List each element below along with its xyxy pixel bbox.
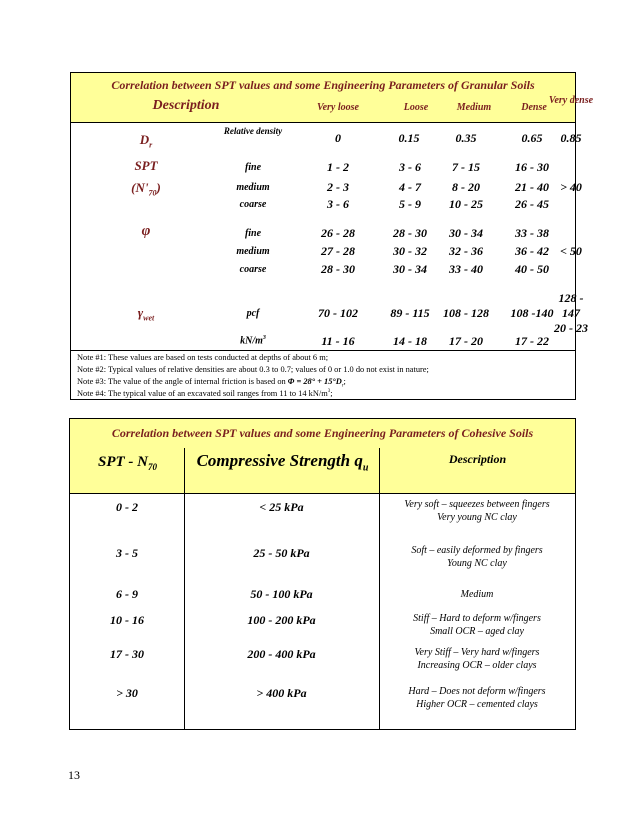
note-3: Note #3: The value of the angle of internal friction is based on $\Phi = 28^\circ + 15^\circ D_r$; xyxy=(77,377,346,389)
phi-value: 26 - 28 xyxy=(321,226,355,240)
header-medium: Medium xyxy=(456,102,492,113)
header-dense: Dense xyxy=(521,102,547,113)
spt-value: 8 - 20 xyxy=(452,180,480,194)
consistency-description: Soft – easily deformed by fingers Young NC clay xyxy=(411,545,543,569)
consistency-description: Very soft – squeezes between fingers Very young NC clay xyxy=(404,499,550,523)
phi-value: 27 - 28 xyxy=(321,244,355,258)
phi-value: 30 - 32 xyxy=(393,244,427,258)
spt-label: SPT xyxy=(134,158,158,173)
header-description: Description xyxy=(152,98,220,113)
header-very-dense: Very dense xyxy=(548,95,594,106)
grain-size: coarse xyxy=(239,264,267,275)
spt-label-n70: $(N'_{70})$ xyxy=(131,180,161,198)
spt-value: 2 - 3 xyxy=(327,180,349,194)
phi-value: 40 - 50 xyxy=(515,262,549,276)
spt-value: 3 - 5 xyxy=(116,546,138,560)
phi-symbol: φ xyxy=(141,223,151,239)
spt-very-dense: > 40 xyxy=(560,180,582,194)
gamma-very-dense: 20 - 23 xyxy=(554,321,588,335)
phi-value: 32 - 36 xyxy=(449,244,483,258)
header-description: Description xyxy=(448,452,507,466)
dr-symbol: $D_r$ xyxy=(139,132,153,150)
header-very-loose: Very loose xyxy=(317,102,359,113)
phi-value: 33 - 40 xyxy=(449,262,483,276)
note-4: Note #4: The typical value of an excavated soil ranges from 11 to 14 $kN/m^3$; xyxy=(77,389,333,398)
phi-value: 36 - 42 xyxy=(515,244,549,258)
strength-value: 100 - 200 kPa xyxy=(247,613,316,627)
gamma-value: 11 - 16 xyxy=(321,334,355,348)
spt-value: 26 - 45 xyxy=(515,197,549,211)
gamma-value: 70 - 102 xyxy=(318,306,358,320)
gamma-very-dense: 128 - 147 xyxy=(558,291,584,320)
spt-value: 3 - 6 xyxy=(399,160,421,174)
cohesive-soils-table xyxy=(69,418,576,730)
spt-value: 4 - 7 xyxy=(399,180,421,194)
spt-value: 7 - 15 xyxy=(452,160,480,174)
consistency-description: Medium xyxy=(460,589,494,600)
cohesive-table-header xyxy=(70,448,575,494)
gamma-value: 89 - 115 xyxy=(390,306,430,320)
grain-size: coarse xyxy=(239,199,267,210)
gamma-value: 108 - 128 xyxy=(443,306,489,320)
dr-value: 0.35 xyxy=(455,131,477,145)
gamma-wet-symbol: $\gamma_{wet}$ xyxy=(137,305,155,323)
gamma-value: 17 - 20 xyxy=(449,334,483,348)
cohesive-table-title-band xyxy=(70,419,575,449)
spt-value: 6 - 9 xyxy=(116,587,138,601)
spt-value: 17 - 30 xyxy=(110,647,144,661)
note-2: Note #2: Typical values of relative densities are about 0.3 to 0.7; values of 0 or 1.0 do not exist in nature; xyxy=(77,365,429,374)
grain-size: fine xyxy=(244,162,262,173)
granular-table-title: Correlation between SPT values and some Engineering Parameters of Granular Soils xyxy=(111,78,535,92)
spt-value: 0 - 2 xyxy=(116,500,138,514)
notes-divider xyxy=(71,350,575,351)
dr-unit: Relative density xyxy=(223,126,283,136)
unit-kn-m3: $kN/m^3$ xyxy=(240,335,266,347)
spt-value: 5 - 9 xyxy=(399,197,421,211)
spt-value: 10 - 16 xyxy=(110,613,144,627)
dr-value: 0.15 xyxy=(398,131,420,145)
cohesive-table-title: Correlation between SPT values and some Engineering Parameters of Cohesive Soils xyxy=(111,426,534,440)
strength-value: 200 - 400 kPa xyxy=(247,647,316,661)
consistency-description: Very Stiff – Very hard w/fingers Increasing OCR – older clays xyxy=(414,647,540,671)
strength-value: 50 - 100 kPa xyxy=(250,587,313,601)
strength-value: 25 - 50 kPa xyxy=(253,546,310,560)
consistency-description: Stiff – Hard to deform w/fingers Small OCR – aged clay xyxy=(413,613,541,637)
unit-pcf: pcf xyxy=(246,308,260,319)
gamma-value: 14 - 18 xyxy=(393,334,427,348)
dr-value: 0 xyxy=(335,131,341,145)
grain-size: medium xyxy=(236,182,270,193)
gamma-value: 17 - 22 xyxy=(515,334,549,348)
consistency-description: Hard – Does not deform w/fingers Higher OCR – cemented clays xyxy=(408,686,546,710)
page-number: 13 xyxy=(68,768,80,782)
phi-very-dense: < 50 xyxy=(560,244,582,258)
granular-soils-table xyxy=(70,72,594,400)
grain-size: fine xyxy=(244,228,262,239)
spt-value: > 30 xyxy=(116,686,138,700)
phi-value: 33 - 38 xyxy=(515,226,549,240)
phi-value: 28 - 30 xyxy=(321,262,355,276)
gamma-value: 108 -140 xyxy=(510,306,554,320)
spt-value: 16 - 30 xyxy=(515,160,549,174)
phi-value: 30 - 34 xyxy=(393,262,427,276)
spt-value: 10 - 25 xyxy=(449,197,483,211)
spt-value: 3 - 6 xyxy=(327,197,349,211)
phi-value: 30 - 34 xyxy=(449,226,483,240)
strength-value: < 25 kPa xyxy=(259,500,304,514)
grain-size: medium xyxy=(236,246,270,257)
note-1: Note #1: These values are based on tests conducted at depths of about 6 m; xyxy=(77,353,329,362)
granular-table-header xyxy=(71,73,594,123)
spt-value: 21 - 40 xyxy=(515,180,549,194)
phi-value: 28 - 30 xyxy=(393,226,427,240)
header-spt-n70: SPT - $N_{70}$ xyxy=(98,454,157,472)
header-loose: Loose xyxy=(403,102,429,113)
strength-value: > 400 kPa xyxy=(256,686,307,700)
header-compressive-strength: Compressive Strength $q_u$ xyxy=(196,451,369,474)
dr-value: 0.85 xyxy=(560,131,582,145)
dr-value: 0.65 xyxy=(521,131,543,145)
spt-value: 1 - 2 xyxy=(327,160,349,174)
